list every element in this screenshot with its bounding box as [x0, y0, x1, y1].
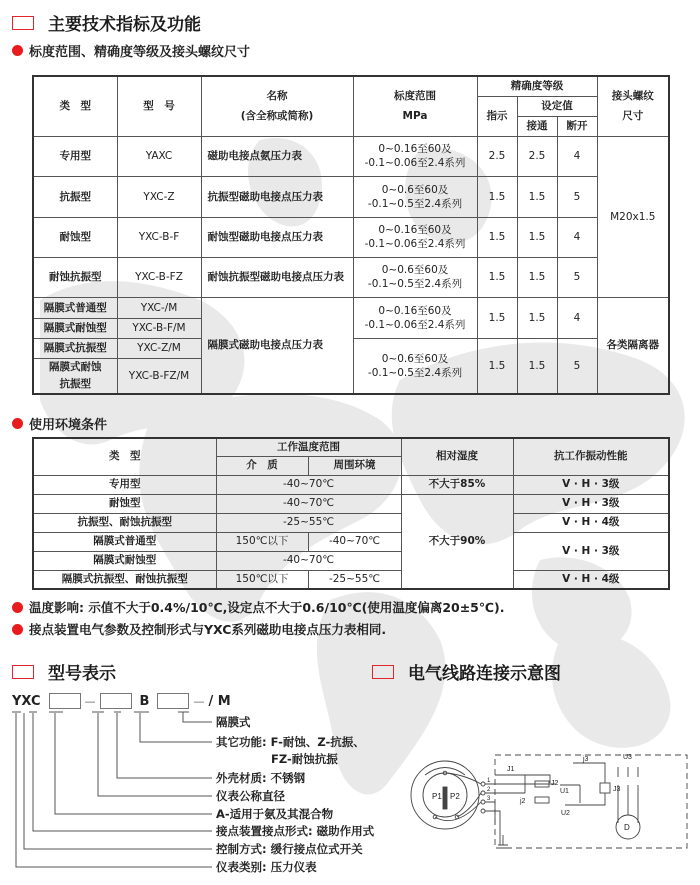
header-thread-line1: 接头螺纹	[611, 90, 654, 103]
cell-vibration: V · H · 3级	[513, 494, 669, 513]
code-dash: —	[84, 694, 96, 708]
subsection-title-text: 标度范围、精确度等级及接头螺纹尺寸	[29, 45, 251, 60]
cell-temp: -40~70℃	[216, 551, 401, 570]
cell-indicate: 1.5	[477, 217, 517, 257]
table-row	[33, 257, 669, 297]
range-line2: -0.1~0.06至2.4系列	[364, 157, 466, 169]
header-temp-range: 工作温度范围	[216, 438, 401, 456]
range-line1: 0~0.6至60及	[381, 183, 449, 196]
range-line1: 0~0.16至60及	[378, 224, 452, 236]
cell-off: 4	[557, 136, 597, 176]
header-off: 断开	[557, 116, 597, 136]
cell-on: 1.5	[517, 297, 557, 338]
range-line2: -0.1~0.5至2.4系列	[367, 278, 463, 290]
section-title-text: 型号表示	[48, 664, 116, 684]
cell-thread-main: M20x1.5	[597, 136, 669, 297]
cell-indicate: 1.5	[477, 176, 517, 217]
subsection-title-text: 使用环境条件	[29, 418, 108, 433]
code-dash: —	[193, 694, 205, 708]
table-row	[33, 136, 669, 176]
cell-off: 4	[557, 217, 597, 257]
range-line2: -0.1~0.5至2.4系列	[367, 366, 463, 379]
red-square-outline-icon	[12, 665, 34, 679]
cell-medium: 150℃以下	[216, 532, 308, 551]
leader-membrane	[183, 712, 212, 722]
subsection-title-range	[12, 41, 250, 60]
label-terminal-3: 3	[487, 796, 491, 802]
table-row	[33, 475, 669, 494]
header-on: 接通	[517, 116, 557, 136]
code-prefix: YXC	[12, 693, 41, 709]
label-terminal-2: 2	[487, 787, 491, 793]
header-type: 类 型	[33, 438, 216, 475]
cell-on: 1.5	[517, 338, 557, 394]
cell-temp: -40~70℃	[216, 494, 401, 513]
note-contact	[12, 620, 386, 638]
section-title-text: 电气线路连接示意图	[408, 664, 561, 684]
range-line1: 0~0.6至60及	[381, 352, 449, 365]
cell-range	[353, 176, 477, 217]
label-j2-switch: j2	[520, 798, 526, 805]
cell-medium: 150℃以下	[216, 570, 308, 589]
cell-indicate: 1.5	[477, 338, 517, 394]
leader-contact-form	[33, 713, 212, 831]
leader-diameter	[98, 713, 212, 796]
cell-type: 专用型	[33, 136, 117, 176]
cell-vibration: V · H · 3级	[513, 475, 669, 494]
label-J3: J3	[613, 786, 621, 793]
label-terminal-1: 1	[487, 778, 491, 784]
wiring-diagram	[395, 745, 695, 850]
cell-vibration: V · H · 4级	[513, 513, 669, 532]
red-dot-icon	[12, 418, 23, 429]
cell-model: YXC-B-F/M	[117, 318, 201, 338]
cell-on: 1.5	[517, 217, 557, 257]
label-u1: U1	[560, 788, 569, 795]
cell-range	[353, 136, 477, 176]
header-accuracy: 精确度等级	[477, 76, 597, 96]
header-name	[201, 76, 353, 136]
cell-on: 2.5	[517, 136, 557, 176]
cell-thread-membrane: 各类隔离器	[597, 297, 669, 394]
header-thread	[597, 76, 669, 136]
header-thread-line2: 尺寸	[622, 110, 644, 123]
header-setting: 设定值	[517, 96, 597, 116]
header-name-line1: 名称	[266, 90, 288, 103]
cell-model: YAXC	[117, 136, 201, 176]
cell-type	[33, 358, 117, 394]
cell-name: 磁助电接点氨压力表	[201, 136, 353, 176]
cell-type: 隔膜式耐蚀型	[33, 318, 117, 338]
cell-range	[353, 217, 477, 257]
table-row	[33, 494, 669, 513]
cell-temp: -40~70℃	[216, 475, 401, 494]
table-row	[33, 217, 669, 257]
range-line1: 0~0.16至60及	[378, 143, 452, 155]
cell-indicate: 2.5	[477, 136, 517, 176]
cell-off: 4	[557, 297, 597, 338]
cell-name-membrane: 隔膜式磁助电接点压力表	[201, 297, 353, 394]
leader-ammonia	[55, 713, 212, 814]
spec-table	[32, 75, 670, 395]
section-title-model	[12, 659, 116, 684]
table-row	[33, 176, 669, 217]
cell-model: YXC-B-F	[117, 217, 201, 257]
type-line2: 抗振型	[59, 377, 91, 390]
cell-type: 抗振型、耐蚀抗振型	[33, 513, 216, 532]
cell-ambient: -25~55℃	[308, 570, 401, 589]
code-b: B	[139, 693, 150, 709]
leader-category	[16, 713, 212, 867]
cell-indicate: 1.5	[477, 257, 517, 297]
cell-on: 1.5	[517, 257, 557, 297]
range-line2: -0.1~0.06至2.4系列	[364, 318, 466, 331]
leader-function	[140, 713, 212, 742]
cell-off: 5	[557, 176, 597, 217]
section-title-text: 主要技术指标及功能	[48, 15, 201, 35]
header-name-line2: (含全称或简称)	[240, 110, 314, 123]
label-j1: J1	[507, 766, 515, 773]
table-row	[33, 570, 669, 589]
subsection-title-environment	[12, 414, 107, 433]
cell-model: YXC-B-FZ	[117, 257, 201, 297]
cell-off: 5	[557, 338, 597, 394]
cell-name: 耐蚀抗振型磁助电接点压力表	[201, 257, 353, 297]
cell-vibration-merged: V · H · 3级	[513, 532, 669, 570]
cell-range	[353, 338, 477, 394]
header-range-line2: MPa	[402, 110, 428, 123]
cell-temp: -25~55℃	[216, 513, 401, 532]
label-j3-switch: j3	[583, 756, 589, 763]
cell-type: 隔膜式耐蚀型	[33, 551, 216, 570]
red-dot-icon	[12, 45, 23, 56]
cell-name: 抗振型磁助电接点压力表	[201, 176, 353, 217]
note-text: 温度影响: 示值不大于0.4%/10℃,设定点不大于0.6/10℃(使用温度偏离20±5℃).	[29, 600, 505, 615]
type-line1: 隔膜式耐蚀	[49, 360, 102, 373]
label-membrane: 隔膜式	[216, 715, 251, 729]
cell-model: YXC-/M	[117, 297, 201, 318]
section-title-main-specs	[12, 10, 201, 35]
cell-model: YXC-Z	[117, 176, 201, 217]
red-square-outline-icon	[12, 16, 34, 30]
label-p1: P1	[432, 792, 442, 801]
red-square-outline-icon	[372, 665, 394, 679]
label-function: 其它功能: F-耐蚀、Z-抗振、	[216, 735, 365, 749]
note-text: 接点装置电气参数及控制形式与YXC系列磁助电接点压力表相同.	[29, 622, 387, 637]
table-row	[33, 297, 669, 318]
cell-ambient: -40~70℃	[308, 532, 401, 551]
label-function-fz: FZ-耐蚀抗振	[271, 752, 338, 766]
label-contact-form: 接点装置接点形式: 磁助作用式	[216, 824, 375, 838]
range-line2: -0.1~0.5至2.4系列	[367, 197, 463, 210]
header-type: 类 型	[33, 76, 117, 136]
header-vibration: 抗工作振动性能	[513, 438, 669, 475]
cell-type: 隔膜式普通型	[33, 297, 117, 318]
label-u2: U2	[561, 810, 570, 817]
header-model: 型 号	[117, 76, 201, 136]
header-medium: 介 质	[216, 456, 308, 475]
label-motor: D	[624, 823, 630, 832]
label-ammonia: A-适用于氨及其混合物	[216, 807, 334, 821]
cell-humidity-merged: 不大于90%	[401, 494, 513, 589]
leader-control	[24, 713, 212, 849]
label-category: 仪表类别: 压力仪表	[216, 860, 317, 874]
range-line1: 0~0.16至60及	[378, 304, 452, 317]
cell-on: 1.5	[517, 176, 557, 217]
label-p2: P2	[450, 792, 460, 801]
ground-symbol	[498, 835, 508, 848]
cell-indicate: 1.5	[477, 297, 517, 338]
cell-humidity: 不大于85%	[401, 475, 513, 494]
code-suffix: / M	[208, 693, 231, 709]
cell-model: YXC-B-FZ/M	[117, 358, 201, 394]
cell-range	[353, 297, 477, 338]
table-row	[33, 513, 669, 532]
range-line2: -0.1~0.06至2.4系列	[364, 238, 466, 250]
gauge-needle	[443, 787, 447, 809]
header-indicate: 指示	[477, 96, 517, 136]
relay-j2	[535, 797, 549, 803]
range-line1: 0~0.6至60及	[381, 264, 449, 276]
leader-material	[117, 713, 212, 778]
label-control: 控制方式: 缓行接点位式开关	[216, 842, 363, 856]
label-material: 外壳材质: 不锈钢	[216, 771, 306, 785]
cell-vibration: V · H · 4级	[513, 570, 669, 589]
note-temperature	[12, 598, 504, 616]
label-j2: J2	[551, 780, 559, 787]
red-dot-icon	[12, 624, 23, 635]
cell-name: 耐蚀型磁助电接点压力表	[201, 217, 353, 257]
header-humidity: 相对湿度	[401, 438, 513, 475]
header-range-line1: 标度范围	[394, 90, 436, 103]
relay-j3	[600, 783, 610, 793]
environment-table	[32, 437, 670, 590]
cell-type: 隔膜式抗振型、耐蚀抗振型	[33, 570, 216, 589]
label-u3: U3	[623, 754, 632, 761]
table-row	[33, 532, 669, 551]
cell-type: 抗振型	[33, 176, 117, 217]
cell-type: 耐蚀型	[33, 494, 216, 513]
label-diameter: 仪表公称直径	[216, 789, 285, 803]
cell-off: 5	[557, 257, 597, 297]
header-ambient: 周围环境	[308, 456, 401, 475]
cell-type: 隔膜式普通型	[33, 532, 216, 551]
cell-range	[353, 257, 477, 297]
cell-type: 专用型	[33, 475, 216, 494]
cell-model: YXC-Z/M	[117, 338, 201, 358]
section-title-wiring	[372, 659, 561, 684]
cell-type: 耐蚀抗振型	[33, 257, 117, 297]
cell-type: 隔膜式抗振型	[33, 338, 117, 358]
header-range	[353, 76, 477, 136]
red-dot-icon	[12, 602, 23, 613]
cell-type: 耐蚀型	[33, 217, 117, 257]
